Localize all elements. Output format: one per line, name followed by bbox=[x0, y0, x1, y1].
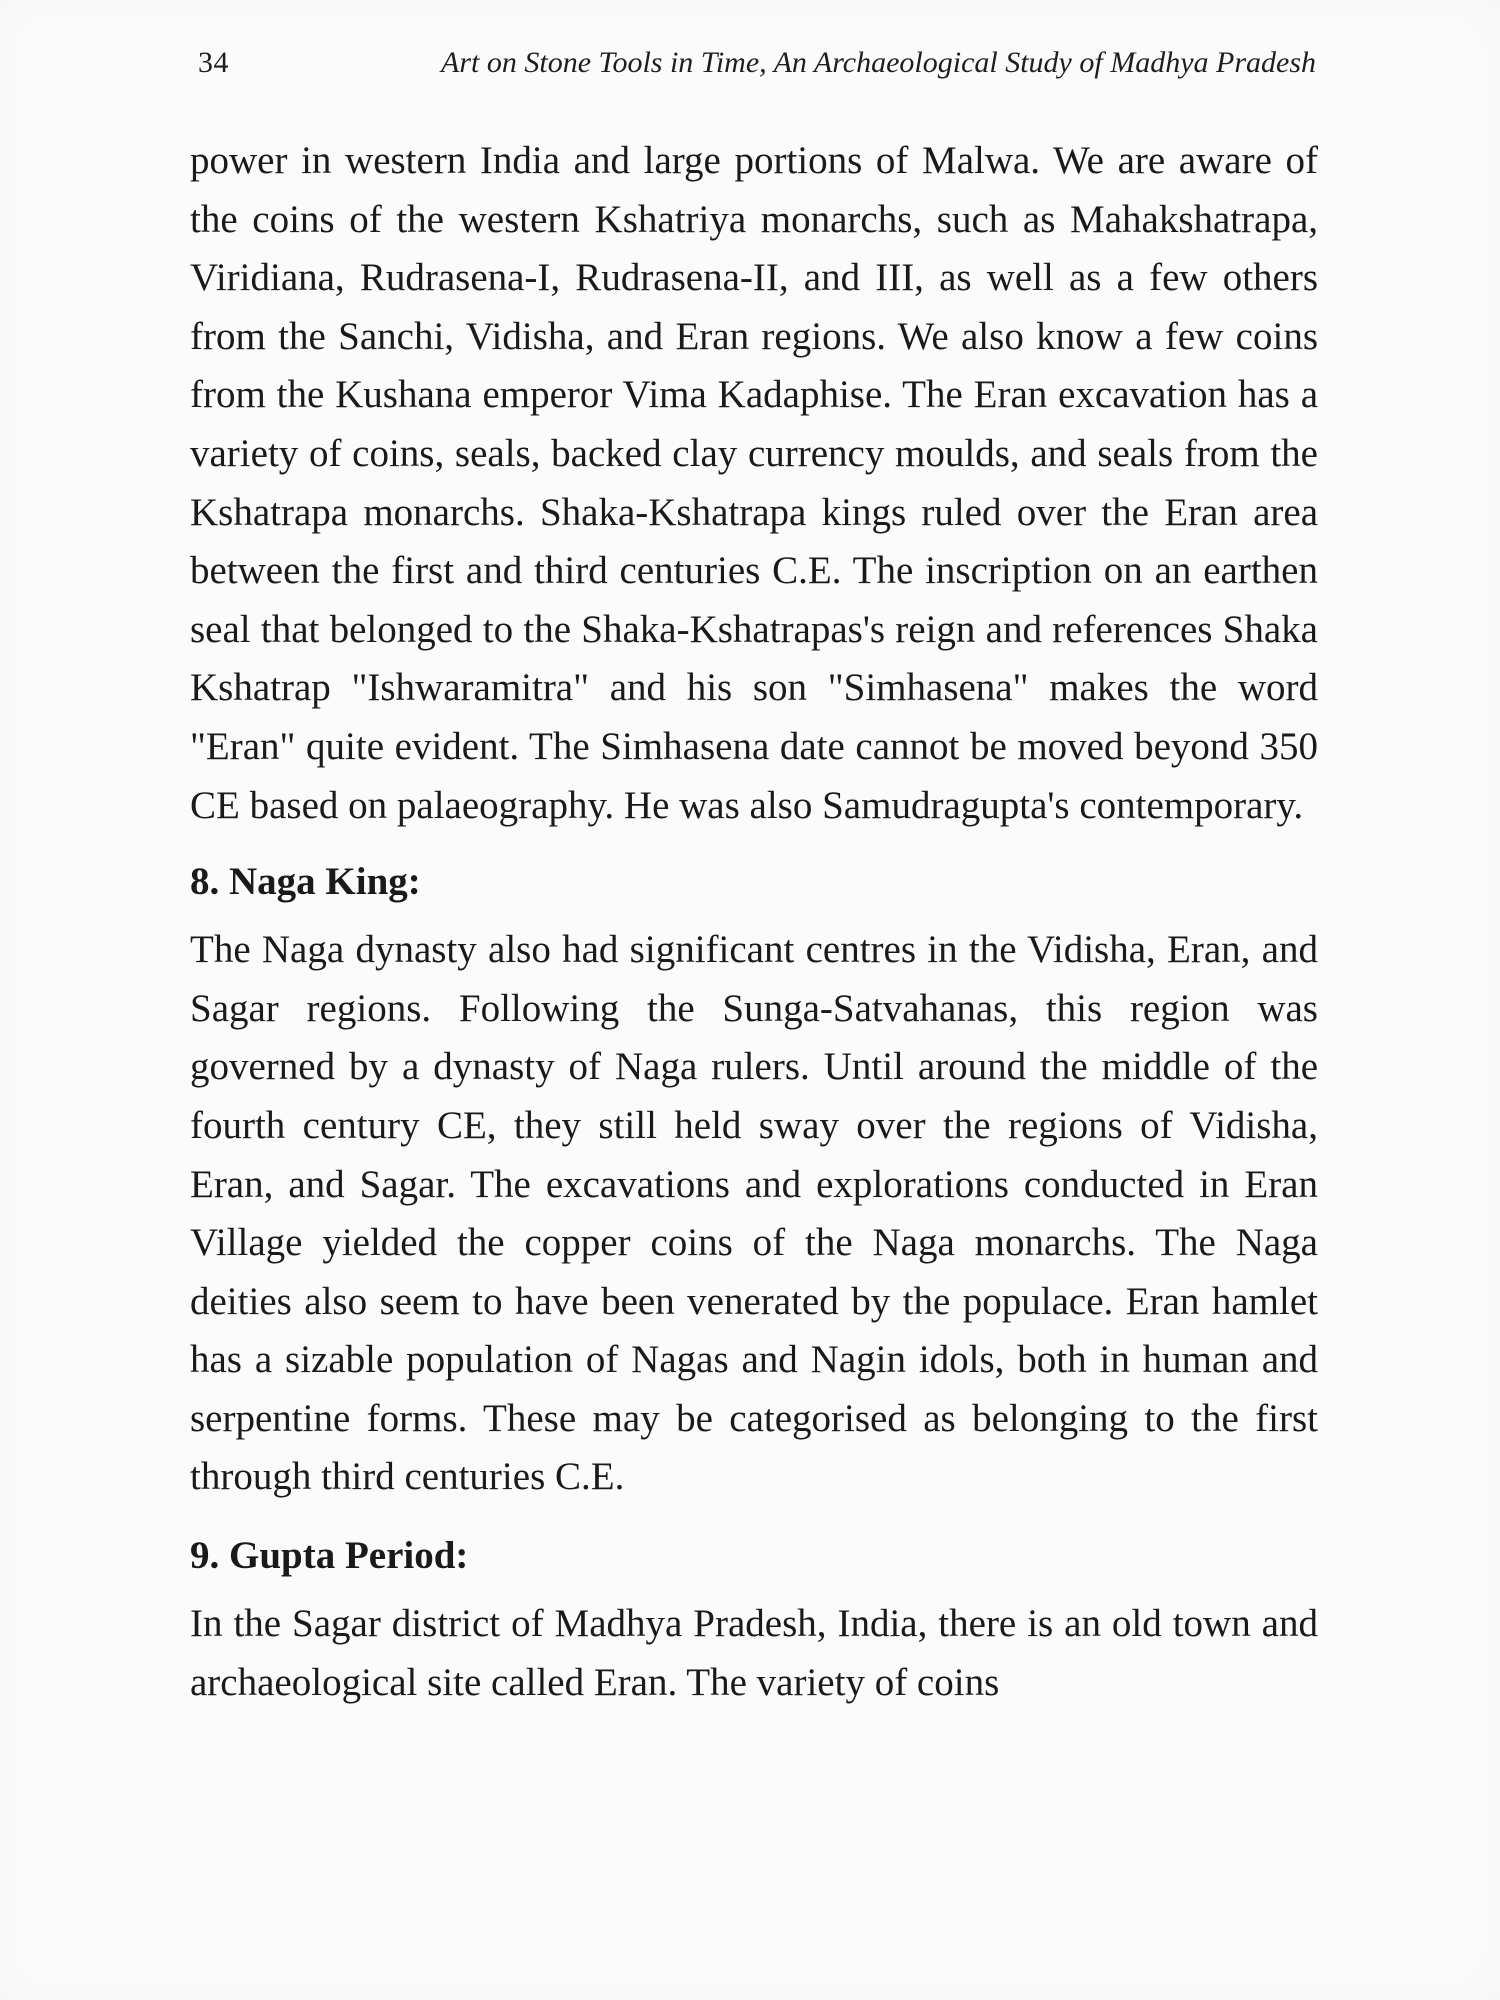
running-header bbox=[198, 44, 1316, 84]
section-paragraph-gupta-period: In the Sagar district of Madhya Pradesh, India, there is an old town and archaeological site called Eran. The variety of coins bbox=[190, 1602, 1318, 1704]
section-heading-naga-king: 8. Naga King: bbox=[190, 860, 421, 904]
book-title: Art on Stone Tools in Time, An Archaeological Study of Madhya Pradesh bbox=[441, 46, 1316, 79]
page-number: 34 bbox=[198, 46, 229, 79]
intro-paragraph: power in western India and large portions of Malwa. We are aware of the coins of the western Kshatriya monarchs, such as Mahakshatrapa, Viridiana, Rudrasena-I, Rudrasena-II, and III, as well as a few others from the Sanchi, Vidisha, and Eran regions. We also know a few coins from the Kushana emperor Vima Kadaphise. The Eran excavation has a variety of coins, seals, backed clay currency moulds, and seals from the Kshatrapa monarchs. Shaka-Kshatrapa kings ruled over the Eran area between the first and third centuries C.E. The inscription on an earthen seal that belonged to the Shaka-Kshatrapas's reign and references Shaka Kshatrap "Ishwaramitra" and his son "Simhasena" makes the word "Eran" quite evident. The Simhasena date cannot be moved beyond 350 CE based on palaeography. He was also Samudragupta's contemporary. bbox=[190, 139, 1318, 827]
section-heading-gupta-period: 9. Gupta Period: bbox=[190, 1534, 469, 1578]
page-body bbox=[190, 132, 1318, 1712]
section-paragraph-naga-king: The Naga dynasty also had significant centres in the Vidisha, Eran, and Sagar regions. Following the Sunga-Satvahanas, this region was governed by a dynasty of Naga rulers. Until around the middle of the fourth century CE, they still held sway over the regions of Vidisha, Eran, and Sagar. The excavations and explorations conducted in Eran Village yielded the copper coins of the Naga monarchs. The Naga deities also seem to have been venerated by the populace. Eran hamlet has a sizable population of Nagas and Nagin idols, both in human and serpentine forms. These may be categorised as belonging to the first through third centuries C.E. bbox=[190, 928, 1318, 1499]
